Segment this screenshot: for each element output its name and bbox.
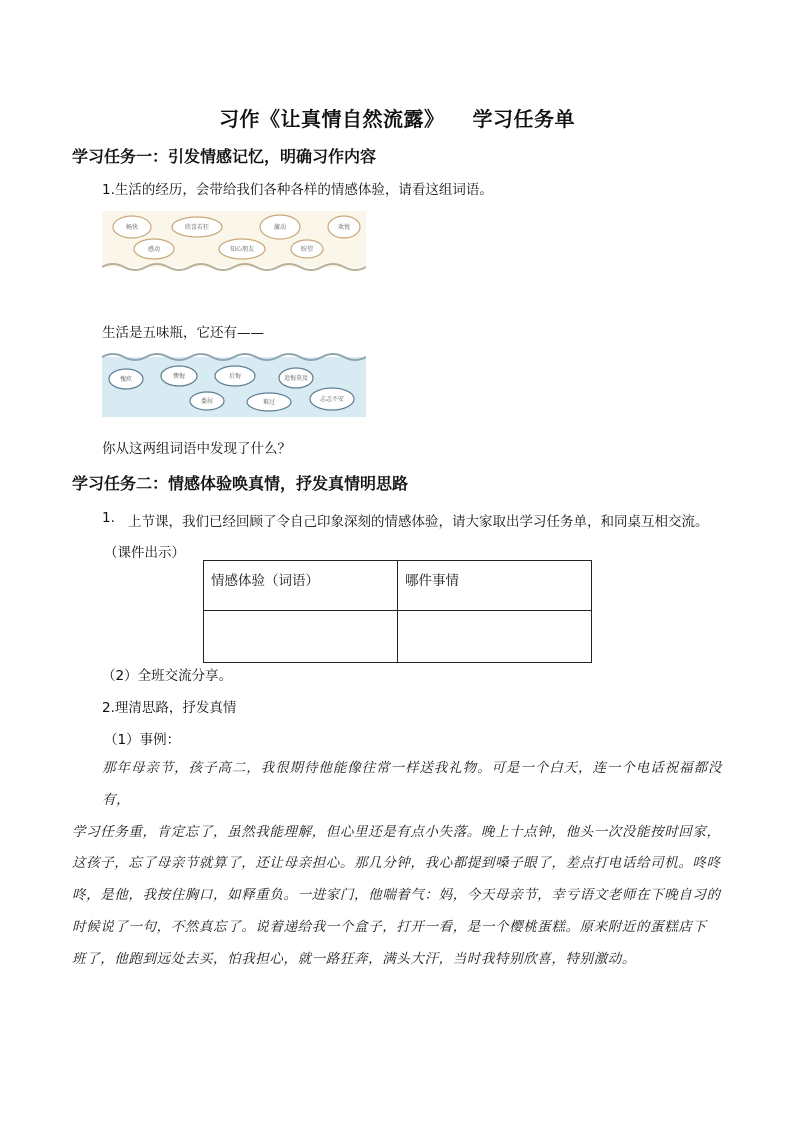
cloud-word-label: 忐忑不安	[319, 396, 345, 403]
table-cell-empty[interactable]	[398, 611, 592, 663]
cloud-word	[279, 368, 313, 388]
cloud-word-label: 委屈	[200, 398, 214, 405]
cloud-word	[109, 369, 143, 389]
task2-item-1-number: 1.	[102, 510, 115, 526]
cloud-word	[219, 239, 265, 259]
table-row	[204, 611, 592, 663]
task2-heading: 学习任务二：情感体验唤真情，抒发真情明思路	[72, 474, 409, 493]
cloud-word-label: 知心朋友	[229, 246, 255, 253]
cloud-word-label: 难过	[262, 399, 276, 406]
cloud-word-label: 欢悦	[337, 224, 351, 231]
page-title	[0, 103, 794, 132]
handwritten-story	[72, 753, 722, 976]
story-line: 学习任务重，肯定忘了，虽然我能理解，但心里还是有点小失落。晚上十点钟，他头一次没能按时回家，	[72, 823, 721, 840]
title-main: 习作《让真情自然流露》	[219, 107, 445, 131]
cloud-word	[113, 216, 151, 238]
task2-item-1-text: 上节课，我们已经回顾了令自己印象深刻的情感体验，请大家取出学习任务单，和同桌互相交流。	[128, 514, 709, 530]
cloud-word	[215, 366, 255, 386]
story-line: 咚，是他，我按住胸口，如释重负。一进家门，他喘着气：妈，今天母亲节，幸亏语文老师在下晚自习的	[72, 887, 721, 904]
emotion-words-strip-positive	[102, 211, 366, 273]
emotion-experience-table	[203, 560, 592, 663]
cloud-word-label: 追悔莫及	[283, 375, 309, 382]
cloud-word-label: 欣喜若狂	[184, 224, 210, 231]
story-line: 时候说了一句，不然真忘了。说着递给我一个盒子，打开一看，是一个樱桃蛋糕。原来附近的蛋糕店下	[72, 918, 707, 935]
task2-item-2: 2.理清思路，抒发真情	[102, 700, 237, 716]
story-line: 那年母亲节，孩子高二，我很期待他能像往常一样送我礼物。可是一个白天，连一个电话祝福都没有，	[102, 760, 722, 808]
cloud-word-label: 感动	[147, 246, 161, 253]
class-share-text: （2）全班交流分享。	[102, 668, 233, 684]
cloud-word	[247, 393, 291, 411]
cloud-word	[291, 240, 323, 258]
task1-heading: 学习任务一：引发情感记忆，明确习作内容	[72, 147, 377, 166]
title-sub: 学习任务单	[472, 107, 575, 131]
cloud-word-label: 懊悔	[172, 373, 186, 380]
cloud-word	[310, 388, 354, 410]
cloud-word	[190, 392, 224, 410]
table-header-cell: 哪件事情	[398, 561, 592, 611]
table-cell-empty[interactable]	[204, 611, 398, 663]
cloud-word-label: 激动	[273, 224, 287, 231]
task1-question-1: 1.生活的经历，会带给我们各种各样的情感体验，请看这组词语。	[102, 182, 493, 198]
courseware-note: （课件出示）	[104, 545, 185, 561]
task1-five-flavors: 生活是五味瓶，它还有——	[102, 325, 264, 341]
task1-question-2: 你从这两组词语中发现了什么？	[102, 441, 291, 457]
cloud-word-label: 盼望	[300, 246, 314, 253]
story-line: 这孩子，忘了母亲节就算了，还让母亲担心。那几分钟，我心都提到嗓子眼了，差点打电话给司机。咚咚	[72, 855, 721, 872]
cloud-word-label: 后悔	[228, 373, 242, 380]
cloud-word	[161, 366, 197, 386]
story-line: 班了，他跑到远处去买，怕我担心，就一路狂奔，满头大汗，当时我特别欣喜，特别激动。	[72, 950, 636, 967]
table-header-row	[204, 561, 592, 611]
cloud-word-label: 愧疚	[119, 376, 133, 383]
example-label: （1）事例：	[104, 732, 181, 748]
emotion-words-strip-negative	[102, 351, 366, 417]
cloud-word	[328, 216, 360, 238]
cloud-word	[134, 239, 174, 259]
table-header-cell: 情感体验（词语）	[204, 561, 398, 611]
cloud-word-label: 畅快	[125, 224, 139, 231]
cloud-word	[260, 215, 300, 239]
cloud-word	[172, 217, 222, 237]
